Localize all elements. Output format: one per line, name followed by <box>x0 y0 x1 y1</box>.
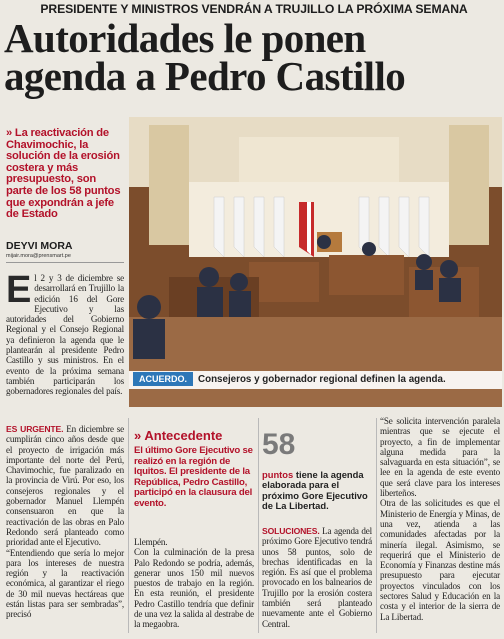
headline <box>4 15 502 99</box>
council-chamber-illustration <box>129 117 502 407</box>
stat-unit: puntos <box>262 469 294 480</box>
column-3 <box>262 526 372 629</box>
kicker: PRESIDENTE Y MINISTROS VENDRÁN A TRUJILLO LA PRÓXIMA SEMANA <box>40 2 468 16</box>
stat-description: tiene la agenda elaborada para el próximo Gore Ejecutivo de La Libertad. <box>262 469 368 512</box>
intro-text: l 2 y 3 de diciembre se desarrollará en Trujillo la edición 16 del Gore Ejecutivo y las autoridades del Gobierno Regional y el Consejo Regional ya definieron la agenda que le plantearán al presidente Pedro Castillo y sus ministros. En el evento de la próxima semana también participarán los gobernadores regionales del país. <box>6 273 124 397</box>
caption-text: Consejeros y gobernador regional definen la agenda. <box>198 374 446 385</box>
column-2: Llempén. Con la culminación de la presa Palo Redondo se podría, además, generar unos 150 mil nuevos puestos de trabajo en la región. En esta reunión, el presidente Pedro Castillo tendría que definir de una vez la salida al destrabe de la megaobra. <box>134 537 254 630</box>
column-1b <box>6 424 124 620</box>
soluciones-text: La agenda del próximo Gore Ejecutivo tendrá unos 58 puntos, solo de brechas identificadas en la región. Es así que el problema provocado en los balnearios de Trujillo por la erosión costera también será planteado nuevamente ante el Gobierno Central. <box>262 526 372 629</box>
drop-cap: E <box>6 269 32 311</box>
urgente-paragraph <box>6 424 124 548</box>
column-1 <box>6 269 124 397</box>
headline-line-2: agenda a Pedro Castillo <box>4 53 406 99</box>
stat-text <box>262 470 372 512</box>
sidebar-title: » Antecedente <box>134 428 223 443</box>
caption-tag: ACUERDO. <box>133 372 193 386</box>
stat-number: 58 <box>262 428 296 461</box>
deck: » La reactivación de Chavimochic, la solución de la erosión costera y más presupuesto, son parte de los 58 puntos que expondrán a jefe de Estado <box>6 127 121 221</box>
council-photo <box>129 117 502 407</box>
column-4: “Se solicita intervención paralela mientras que se ejecute el proyecto, a fin de implementar alguna medida para la salvaguarda en esta situación”, se lee en la agenda de este evento que será clave para los intereses liberteños. Otra de las solicitudes es que el Ministerio de Energía y Minas, de una vez, atienda a las comunidades afectadas por la minería ilegal. Asimismo, se requerirá que el Ministerio de Economía y Finanzas destine más presupuesto para ejecutar proyectos vinculados con los sectores Salud y Educación en la costa y el interior de la sierra de La Libertad. <box>380 416 500 622</box>
byline-rule <box>6 262 124 263</box>
photo-caption-bar <box>129 371 502 389</box>
soluciones-paragraph <box>262 526 372 629</box>
soluciones-lead: SOLUCIONES. <box>262 526 320 536</box>
column-separator <box>376 418 377 633</box>
urgente-lead: ES URGENTE. <box>6 424 64 434</box>
column-separator <box>258 418 259 633</box>
headline-line-1: Autoridades le ponen <box>4 15 366 61</box>
quote-paragraph: “Entendiendo que sería lo mejor para los intereses de nuestra región y la reactivación económica, al garantizar el riego de 30 mil nuevas hectáreas que están listas para ser sembradas”, precisó <box>6 547 124 620</box>
intro-paragraph <box>6 269 124 397</box>
byline: DEYVI MORA <box>6 240 73 252</box>
byline-email: mijair.mora@prensmart.pe <box>6 253 71 259</box>
urgente-text: En diciembre se cumplirán cinco años desde que el proyecto de irrigación más importante del norte del Perú, Chavimochic, fue paralizado en la provincia de Virú. Por eso, los consejeros regionales y el gobernador Manuel Llempén consensuaron en que la reactivación de las obras en Palo Redondo será planteado como prioridad ante el Ejecutivo. <box>6 424 124 548</box>
sidebar-text: El último Gore Ejecutivo se realizó en la región de Iquitos. El presidente de la República, Pedro Castillo, participó en la clausura del evento. <box>134 445 253 509</box>
column-separator <box>128 418 129 633</box>
